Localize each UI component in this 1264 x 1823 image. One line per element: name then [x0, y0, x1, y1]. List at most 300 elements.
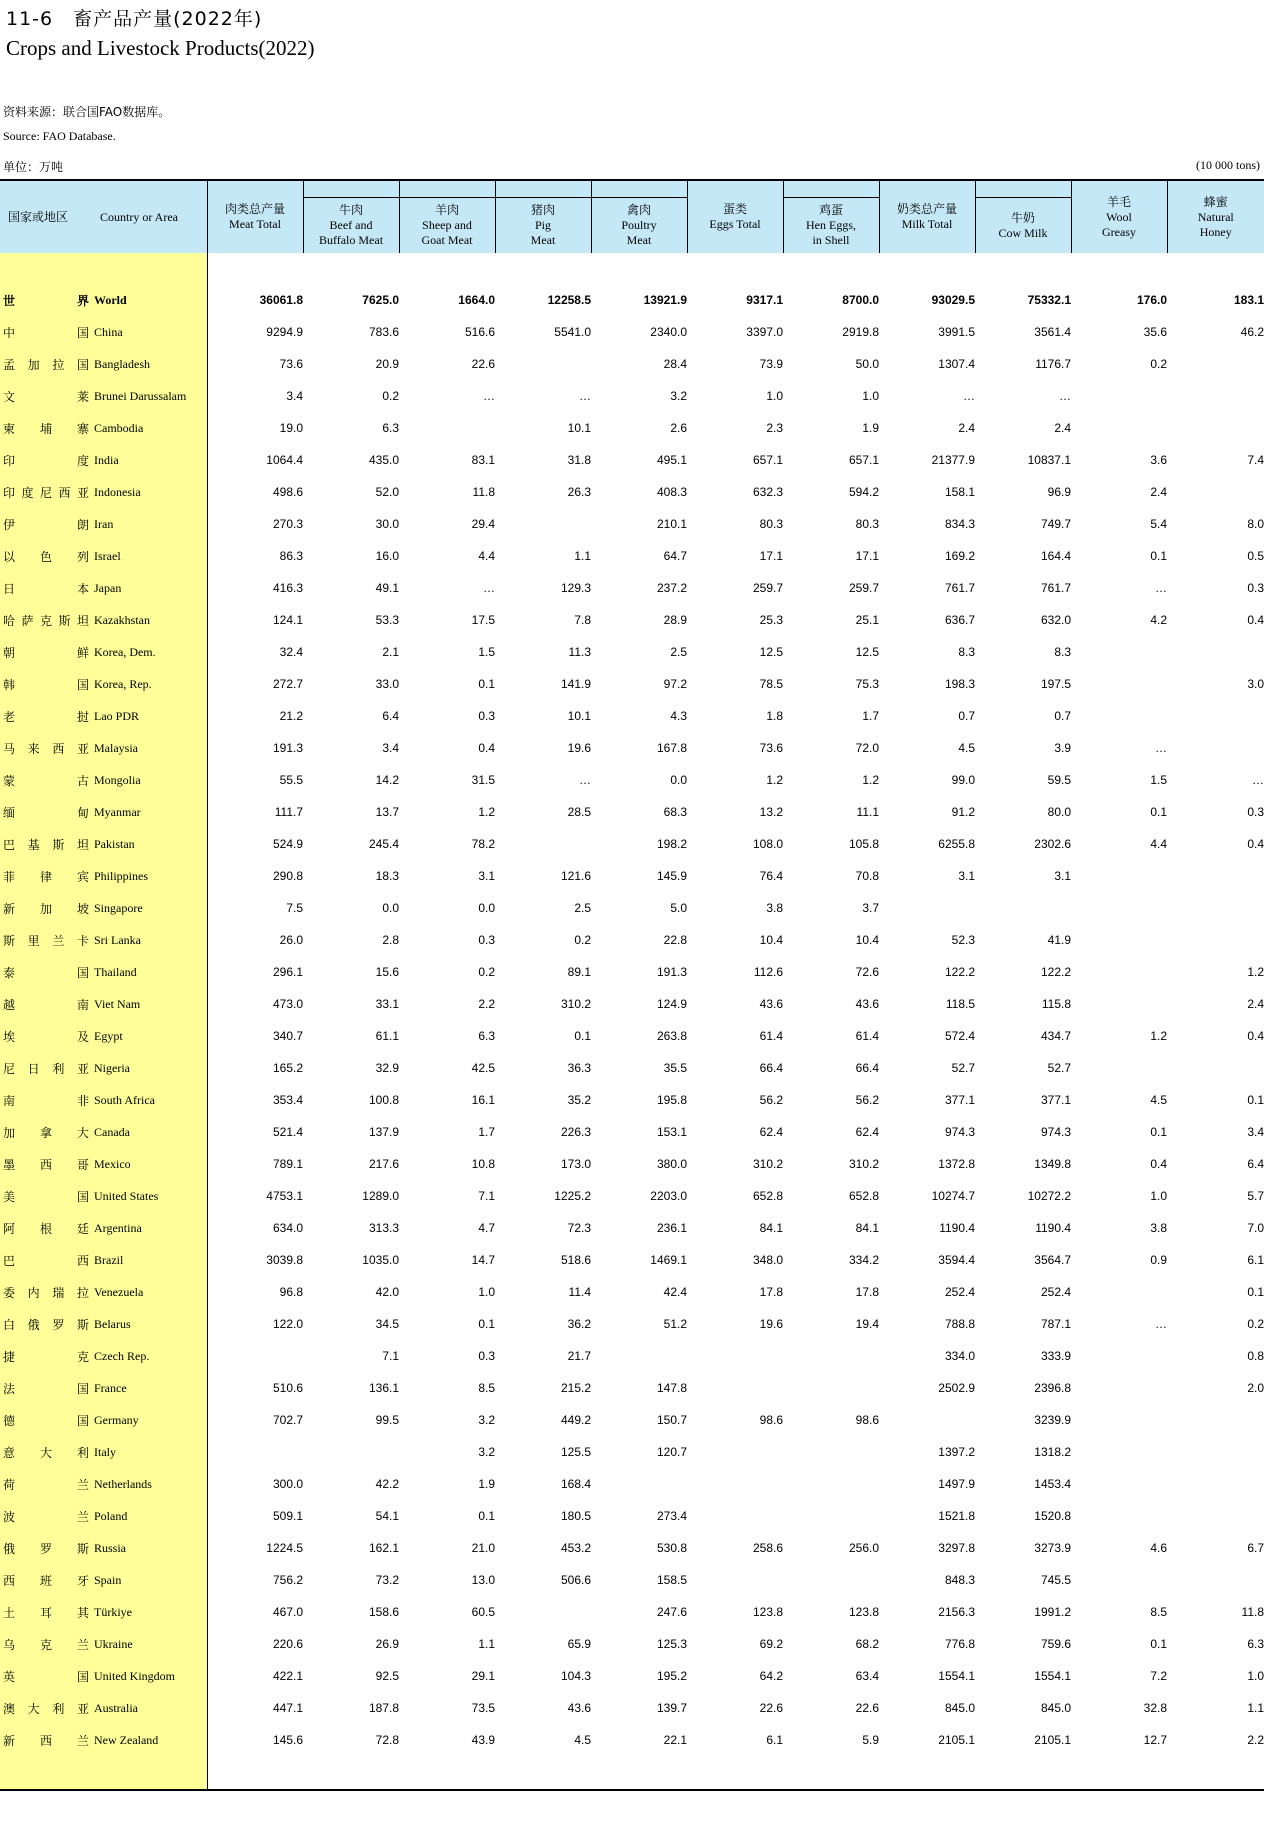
value-cell: … [1252, 773, 1264, 787]
value-cell: 0.4 [1247, 837, 1264, 851]
region-name-en: Viet Nam [94, 996, 141, 1011]
value-cell: 0.2 [382, 389, 399, 403]
value-cell [1071, 924, 1167, 956]
header-milk-total [879, 181, 975, 253]
value-cell: 2.6 [670, 421, 687, 435]
value-cell: 7.1 [478, 1189, 495, 1203]
region-name-en: South Africa [94, 1092, 155, 1107]
region-name-cn: 印 度 [3, 453, 89, 468]
value-cell: 22.6 [759, 1701, 783, 1715]
region-name-en: Australia [94, 1700, 138, 1715]
value-cell: 0.1 [1150, 805, 1167, 819]
region-name-en: Poland [94, 1508, 128, 1523]
value-cell: 1.0 [478, 1285, 495, 1299]
value-cell: 0.0 [382, 901, 399, 915]
value-cell: 1.0 [1150, 1189, 1167, 1203]
value-cell: 0.1 [478, 1317, 495, 1331]
value-cell: 1.5 [478, 645, 495, 659]
value-cell: 10272.2 [1027, 1189, 1071, 1203]
header-honey-cn: 蜂蜜 [1203, 194, 1228, 209]
region-name-cn: 尼日利亚 [3, 1061, 89, 1076]
value-cell: 80.0 [1047, 805, 1071, 819]
value-cell: 99.0 [951, 773, 975, 787]
table-title-en: Crops and Livestock Products(2022) [6, 36, 315, 60]
region-name-cn: 乌 克 兰 [3, 1637, 89, 1652]
table-row [0, 1404, 1264, 1436]
value-cell: 15.6 [375, 965, 399, 979]
value-cell: 120.7 [656, 1445, 687, 1459]
value-cell: 4753.1 [266, 1189, 303, 1203]
region-name-en: Kazakhstan [94, 612, 150, 627]
value-cell [495, 828, 591, 860]
table-row [0, 380, 1264, 412]
value-cell: 173.0 [560, 1157, 591, 1171]
value-cell: 1224.5 [266, 1541, 303, 1555]
value-cell: 5.0 [670, 901, 687, 915]
value-cell: 3.6 [1150, 453, 1167, 467]
value-cell: 75332.1 [1027, 293, 1071, 307]
region-name-cn: 加 拿 大 [3, 1125, 89, 1140]
value-cell: 162.1 [368, 1541, 399, 1555]
region-name-en: Pakistan [94, 836, 135, 851]
region-cell [0, 604, 207, 636]
value-cell: 310.2 [848, 1157, 879, 1171]
value-cell: 1.7 [862, 709, 879, 723]
value-cell: 3297.8 [938, 1541, 975, 1555]
value-cell: 1.5 [1150, 773, 1167, 787]
table-row [0, 1308, 1264, 1340]
value-cell: 63.4 [855, 1669, 879, 1683]
value-cell: 46.2 [1240, 325, 1264, 339]
value-cell: 1064.4 [266, 453, 303, 467]
value-cell [1167, 1052, 1264, 1084]
header-sheep-cn: 羊肉 [434, 203, 459, 217]
value-cell: 0.5 [1247, 549, 1264, 563]
header-milk-cn: 奶类总产量 [896, 202, 957, 216]
value-cell: 150.7 [656, 1413, 687, 1427]
value-cell [1071, 1564, 1167, 1596]
value-cell [1071, 668, 1167, 700]
header-cow-en: Cow Milk [998, 225, 1048, 240]
region-name-cn: 马来西亚 [3, 741, 89, 756]
table-row [0, 1052, 1264, 1084]
value-cell: 22.1 [663, 1733, 687, 1747]
value-cell [1167, 1500, 1264, 1532]
table-row [0, 604, 1264, 636]
value-cell: 652.8 [752, 1189, 783, 1203]
region-name-en: United States [94, 1188, 159, 1203]
table-row [0, 1212, 1264, 1244]
region-name-cn: 意 大 利 [3, 1445, 89, 1460]
region-name-cn: 波 兰 [3, 1509, 89, 1524]
value-cell: 272.7 [272, 677, 303, 691]
value-cell: 123.8 [752, 1605, 783, 1619]
value-cell: 3.7 [862, 901, 879, 915]
value-cell: 25.1 [855, 613, 879, 627]
value-cell: 55.5 [279, 773, 303, 787]
value-cell: 2302.6 [1034, 837, 1071, 851]
value-cell: 73.5 [471, 1701, 495, 1715]
value-cell: 636.7 [944, 613, 975, 627]
value-cell: 4.7 [478, 1221, 495, 1235]
value-cell: 1035.0 [362, 1253, 399, 1267]
value-cell: 19.0 [279, 421, 303, 435]
value-cell: 3039.8 [266, 1253, 303, 1267]
value-cell: 104.3 [560, 1669, 591, 1683]
value-cell: 91.2 [951, 805, 975, 819]
value-cell: 6255.8 [938, 837, 975, 851]
region-name-cn: 墨 西 哥 [3, 1157, 89, 1172]
value-cell [207, 1340, 303, 1372]
region-name-cn: 委内瑞拉 [3, 1285, 89, 1300]
value-cell: 14.7 [471, 1253, 495, 1267]
value-cell: 759.6 [1040, 1637, 1071, 1651]
value-cell: 1372.8 [938, 1157, 975, 1171]
value-cell: 198.3 [944, 677, 975, 691]
table-row [0, 1468, 1264, 1500]
value-cell: 36.3 [567, 1061, 591, 1075]
value-cell: 226.3 [560, 1125, 591, 1139]
header-wool [1071, 181, 1167, 253]
value-cell: 848.3 [944, 1573, 975, 1587]
table-body [0, 253, 1264, 1789]
header-poultry-en2: Meat [626, 233, 652, 247]
value-cell: 333.9 [1040, 1349, 1071, 1363]
region-cell [0, 1372, 207, 1404]
value-cell: 9317.1 [746, 293, 783, 307]
value-cell: 72.6 [855, 965, 879, 979]
region-name-cn: 以 色 列 [3, 549, 89, 564]
value-cell: 0.1 [574, 1029, 591, 1043]
region-name-en: Japan [94, 580, 122, 595]
region-name-cn: 西 班 牙 [3, 1573, 89, 1588]
value-cell: 2919.8 [842, 325, 879, 339]
region-name-en: Nigeria [94, 1060, 130, 1075]
value-cell: 195.2 [656, 1669, 687, 1683]
region-name-cn: 澳大利亚 [3, 1701, 89, 1716]
table-row [0, 1084, 1264, 1116]
region-cell [0, 1564, 207, 1596]
value-cell [1167, 1436, 1264, 1468]
value-cell: 377.1 [944, 1093, 975, 1107]
value-cell: 89.1 [567, 965, 591, 979]
value-cell: 17.5 [471, 613, 495, 627]
value-cell: 7.0 [1247, 1221, 1264, 1235]
value-cell: 99.5 [375, 1413, 399, 1427]
value-cell: 5541.0 [554, 325, 591, 339]
region-name-en: United Kingdom [94, 1668, 175, 1683]
value-cell: 72.0 [855, 741, 879, 755]
value-cell [879, 1404, 975, 1436]
value-cell: 252.4 [944, 1285, 975, 1299]
value-cell: 21.7 [567, 1349, 591, 1363]
value-cell [1071, 412, 1167, 444]
value-cell: 4.5 [574, 1733, 591, 1747]
value-cell: 3.4 [1247, 1125, 1264, 1139]
region-name-cn: 蒙 古 [3, 773, 89, 788]
value-cell: 2396.8 [1034, 1381, 1071, 1395]
region-cell [0, 1628, 207, 1660]
value-cell: 236.1 [656, 1221, 687, 1235]
value-cell: 80.3 [855, 517, 879, 531]
value-cell: 3594.4 [938, 1253, 975, 1267]
value-cell: 4.3 [670, 709, 687, 723]
header-eggs-en: Eggs Total [709, 217, 761, 231]
value-cell: 6.3 [382, 421, 399, 435]
value-cell: 111.7 [274, 805, 303, 819]
region-cell [0, 892, 207, 924]
value-cell: 1190.4 [1035, 1221, 1071, 1235]
value-cell: 652.8 [848, 1189, 879, 1203]
value-cell: 530.8 [656, 1541, 687, 1555]
value-cell [687, 1468, 783, 1500]
value-cell: 0.4 [1150, 1157, 1167, 1171]
region-name-en: Russia [94, 1540, 127, 1555]
value-cell: 34.5 [375, 1317, 399, 1331]
value-cell [1071, 700, 1167, 732]
value-cell: 64.2 [759, 1669, 783, 1683]
value-cell: 18.3 [375, 869, 399, 883]
value-cell: 756.2 [272, 1573, 303, 1587]
header-eggs-cn: 蛋类 [722, 202, 747, 216]
region-name-en: Sri Lanka [94, 932, 141, 947]
header-meat-total [207, 181, 303, 253]
value-cell: 2.3 [766, 421, 783, 435]
value-cell: 8.5 [478, 1381, 495, 1395]
value-cell: 263.8 [656, 1029, 687, 1043]
value-cell: 136.1 [368, 1381, 399, 1395]
value-cell: 180.5 [560, 1509, 591, 1523]
value-cell: 12.7 [1143, 1733, 1167, 1747]
region-name-cn: 孟加拉国 [3, 357, 89, 372]
table-row [0, 636, 1264, 668]
value-cell: 158.6 [368, 1605, 399, 1619]
header-wool-en1: Wool [1106, 209, 1132, 224]
region-name-en: China [94, 324, 123, 339]
value-cell: 145.6 [272, 1733, 303, 1747]
region-name-en: Brunei Darussalam [94, 388, 187, 403]
value-cell: 96.8 [279, 1285, 303, 1299]
value-cell: 334.0 [944, 1349, 975, 1363]
region-name-en: Iran [94, 516, 114, 531]
value-cell: 7.5 [286, 901, 303, 915]
value-cell: 122.2 [944, 965, 975, 979]
value-cell: 125.3 [656, 1637, 687, 1651]
livestock-products-table [0, 181, 1264, 1789]
value-cell: 4.4 [478, 549, 495, 563]
value-cell: 10.4 [855, 933, 879, 947]
value-cell: 158.1 [944, 485, 975, 499]
value-cell: 310.2 [752, 1157, 783, 1171]
region-name-cn: 巴基斯坦 [3, 837, 89, 852]
table-row [0, 732, 1264, 764]
value-cell: 3564.7 [1034, 1253, 1071, 1267]
value-cell: 3.8 [1150, 1221, 1167, 1235]
region-name-cn: 中 国 [3, 325, 89, 340]
value-cell: 7.2 [1150, 1669, 1167, 1683]
value-cell: 2.4 [1247, 997, 1264, 1011]
table-row [0, 1020, 1264, 1052]
value-cell: 334.2 [848, 1253, 879, 1267]
value-cell: 168.4 [560, 1477, 591, 1491]
table-row [0, 1500, 1264, 1532]
region-cell [0, 444, 207, 476]
value-cell [1167, 476, 1264, 508]
value-cell: 10274.7 [931, 1189, 975, 1203]
value-cell: 2.5 [670, 645, 687, 659]
header-wool-cn: 羊毛 [1106, 194, 1131, 209]
value-cell [1167, 636, 1264, 668]
region-name-cn: 日 本 [3, 581, 89, 596]
value-cell: 80.3 [759, 517, 783, 531]
value-cell [1071, 1436, 1167, 1468]
value-cell: 100.8 [368, 1093, 399, 1107]
value-cell: 408.3 [656, 485, 687, 499]
value-cell [1071, 1340, 1167, 1372]
table-row [0, 668, 1264, 700]
region-name-en: Czech Rep. [94, 1348, 150, 1363]
value-cell: 6.3 [1247, 1637, 1264, 1651]
region-name-en: Ukraine [94, 1636, 133, 1651]
value-cell: 32.4 [279, 645, 303, 659]
value-cell: 353.4 [272, 1093, 303, 1107]
region-cell [0, 572, 207, 604]
table-row [0, 988, 1264, 1020]
value-cell: 834.3 [944, 517, 975, 531]
value-cell: 340.7 [272, 1029, 303, 1043]
value-cell [1167, 348, 1264, 380]
value-cell: 273.4 [656, 1509, 687, 1523]
value-cell: 16.0 [375, 549, 399, 563]
region-name-en: Myanmar [94, 804, 141, 819]
value-cell: 19.4 [855, 1317, 879, 1331]
value-cell: 447.1 [272, 1701, 303, 1715]
value-cell [1167, 700, 1264, 732]
region-name-en: Korea, Dem. [94, 644, 156, 659]
value-cell: 1453.4 [1034, 1477, 1071, 1491]
table-row [0, 1372, 1264, 1404]
value-cell: 141.9 [560, 677, 591, 691]
region-name-cn: 新 西 兰 [3, 1733, 89, 1748]
value-cell: 164.4 [1040, 549, 1071, 563]
table-row [0, 1148, 1264, 1180]
value-cell: 62.4 [855, 1125, 879, 1139]
value-cell: 165.2 [272, 1061, 303, 1075]
region-cell [0, 668, 207, 700]
value-cell: 65.9 [567, 1637, 591, 1651]
header-region-cn: 国家或地区 [8, 209, 69, 224]
header-poultry-cn: 禽肉 [626, 203, 651, 217]
table-row [0, 1724, 1264, 1756]
region-name-cn: 越 南 [3, 997, 89, 1012]
value-cell: 3.9 [1054, 741, 1071, 755]
value-cell [783, 1468, 879, 1500]
value-cell: 195.8 [656, 1093, 687, 1107]
header-honey-en1: Natural [1197, 209, 1234, 224]
region-name-cn: 法 国 [3, 1381, 89, 1396]
region-name-cn: 文 莱 [3, 389, 89, 404]
value-cell: 68.3 [663, 805, 687, 819]
value-cell: 10.4 [759, 933, 783, 947]
value-cell: … [1155, 741, 1167, 755]
value-cell [975, 892, 1071, 924]
unit-note-en: (10 000 tons) [1196, 158, 1260, 172]
value-cell: 1554.1 [1034, 1669, 1071, 1683]
region-cell [0, 1052, 207, 1084]
header-eggs-total [687, 181, 783, 253]
value-cell: 8.3 [958, 645, 975, 659]
value-cell: 30.0 [375, 517, 399, 531]
table-row [0, 860, 1264, 892]
value-cell: 0.4 [1247, 1029, 1264, 1043]
value-cell: 17.8 [855, 1285, 879, 1299]
value-cell [1071, 860, 1167, 892]
header-beef-en2: Buffalo Meat [318, 233, 384, 247]
value-cell: 3239.9 [1034, 1413, 1071, 1427]
value-cell: 183.1 [1233, 293, 1264, 307]
value-cell: 11.8 [1241, 1605, 1264, 1619]
value-cell: 11.3 [568, 645, 591, 659]
region-name-cn: 老 挝 [3, 709, 89, 724]
value-cell: 70.8 [855, 869, 879, 883]
region-name-en: Canada [94, 1124, 130, 1139]
value-cell: 59.5 [1047, 773, 1071, 787]
value-cell: 49.1 [375, 581, 399, 595]
value-cell: 92.5 [375, 1669, 399, 1683]
table-row [0, 444, 1264, 476]
value-cell: 634.0 [272, 1221, 303, 1235]
value-cell: 7.8 [574, 613, 591, 627]
region-name-en: Indonesia [94, 484, 141, 499]
value-cell: 0.0 [478, 901, 495, 915]
table-row [0, 1116, 1264, 1148]
value-cell: 5.9 [862, 1733, 879, 1747]
value-cell [1071, 1372, 1167, 1404]
value-cell: 1.0 [862, 389, 879, 403]
value-cell: 52.0 [375, 485, 399, 499]
value-cell: 657.1 [752, 453, 783, 467]
region-name-en: Bangladesh [94, 356, 150, 371]
value-cell: 52.3 [951, 933, 975, 947]
value-cell [687, 1564, 783, 1596]
region-cell [0, 988, 207, 1020]
table-row [0, 1244, 1264, 1276]
value-cell: 16.1 [471, 1093, 495, 1107]
value-cell: 3.1 [1054, 869, 1071, 883]
value-cell [207, 1436, 303, 1468]
value-cell: 258.6 [752, 1541, 783, 1555]
value-cell: 1225.2 [554, 1189, 591, 1203]
region-cell [0, 1340, 207, 1372]
value-cell: 121.6 [560, 869, 591, 883]
header-poultry [591, 181, 687, 253]
value-cell: 56.2 [855, 1093, 879, 1107]
table-spacer-row [0, 253, 1264, 284]
table-spacer-row [0, 1756, 1264, 1789]
value-cell [687, 1372, 783, 1404]
value-cell [687, 1340, 783, 1372]
value-cell: 3273.9 [1034, 1541, 1071, 1555]
header-cow-cn: 牛奶 [1010, 210, 1035, 225]
value-cell: 3.2 [478, 1445, 495, 1459]
value-cell [1167, 412, 1264, 444]
value-cell [1167, 860, 1264, 892]
value-cell: 2156.3 [938, 1605, 975, 1619]
table-header-row [0, 181, 1264, 253]
value-cell: 0.7 [1054, 709, 1071, 723]
value-cell: 1.0 [766, 389, 783, 403]
value-cell: 0.1 [478, 1509, 495, 1523]
